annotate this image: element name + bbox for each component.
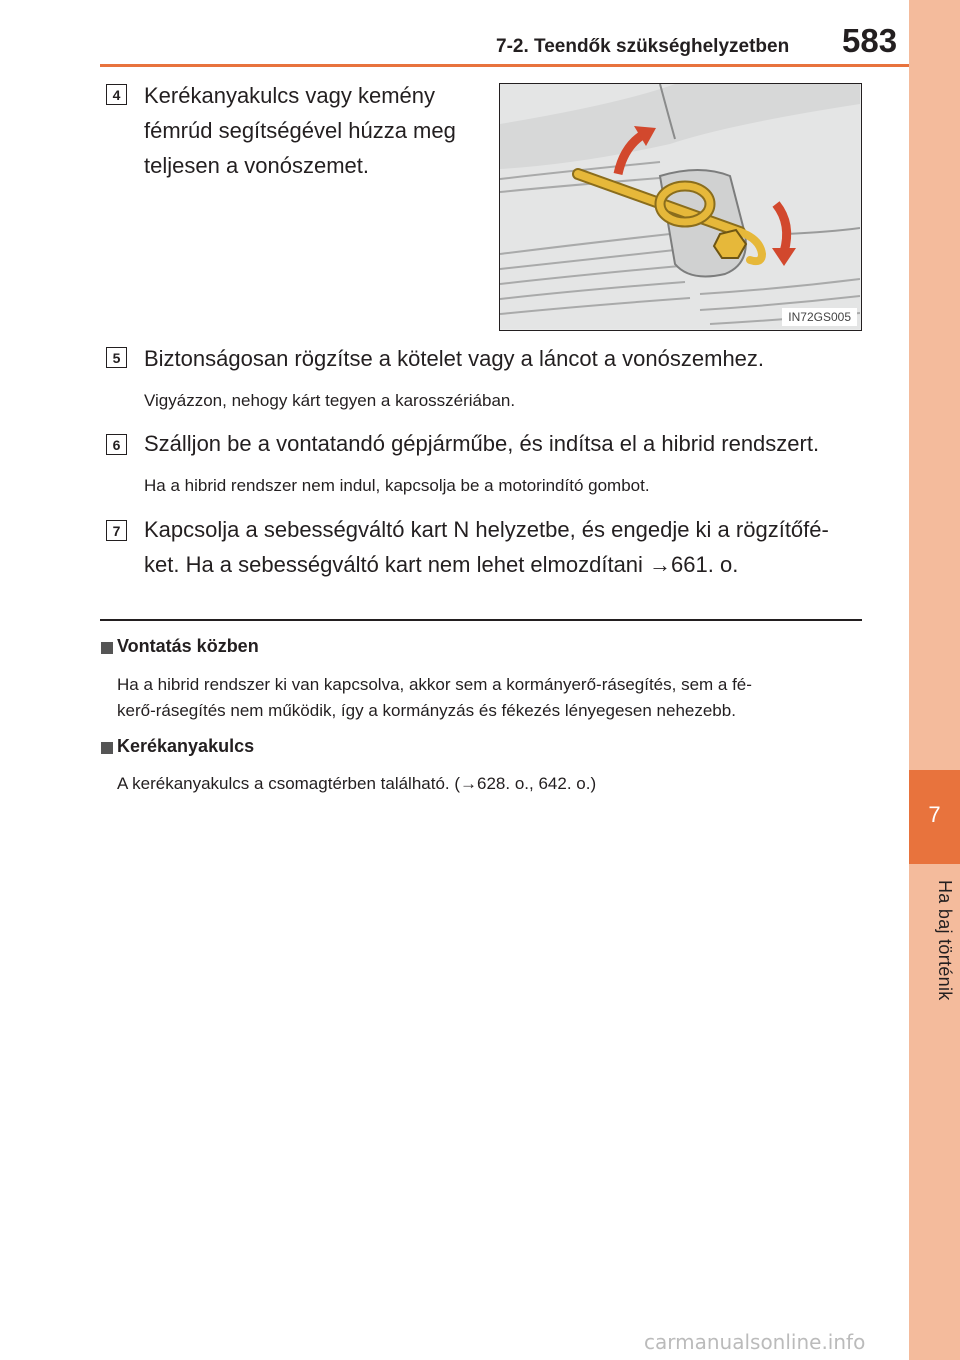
step-5-note: Vigyázzon, nehogy kárt tegyen a karosszériában.	[144, 391, 516, 410]
note-1-line-2: kerő-rásegítés nem működik, így a kormányzás és fékezés lényegesen nehezebb.	[117, 701, 736, 720]
note-1-bullet-icon	[101, 642, 113, 654]
towing-eye-figure	[499, 83, 862, 331]
step-5-text: Biztonságosan rögzítse a kötelet vagy a láncot a vonószemhez.	[144, 346, 765, 371]
step-4-text	[144, 78, 478, 183]
step-number-5: 5	[106, 347, 127, 368]
note-1-title: Vontatás közben	[117, 636, 259, 656]
step-7-line-1: Kapcsolja a sebességváltó kart N helyzetbe, és engedje ki a rögzítőfé-	[144, 517, 829, 542]
note-2-title: Kerékanyakulcs	[117, 736, 255, 756]
step-4-line-2: fémrúd segítségével húzza meg	[144, 118, 456, 143]
wrench-tow-eye-illustration	[500, 84, 860, 329]
note-1-body	[117, 672, 862, 724]
figure-code: IN72GS005	[782, 308, 857, 326]
note-2-bullet-icon	[101, 742, 113, 754]
note-2-line-1: A kerékanyakulcs a csomagtérben található. (→628. o., 642. o.)	[117, 774, 597, 793]
side-strip	[909, 0, 960, 1360]
page-number: 583	[842, 22, 898, 59]
step-6-note: Ha a hibrid rendszer nem indul, kapcsolja be a motorindító gombot.	[144, 476, 650, 495]
note-1-line-1: Ha a hibrid rendszer ki van kapcsolva, akkor sem a kormányerő-rásegítés, sem a fé-	[117, 675, 752, 694]
step-4-line-3: teljesen a vonószemet.	[144, 153, 370, 178]
chapter-number: 7	[928, 802, 941, 827]
section-divider	[100, 619, 862, 621]
section-title: 7-2. Teendők szükséghelyzetben	[496, 36, 790, 57]
step-7-line-2: ket. Ha a sebességváltó kart nem lehet elmozdítani →661. o.	[144, 552, 739, 577]
step-number-4: 4	[106, 84, 127, 105]
step-6-text: Szálljon be a vontatandó gépjárműbe, és indítsa el a hibrid rendszert.	[144, 431, 820, 456]
chapter-label: Ha baj történik	[935, 880, 955, 1001]
step-4-line-1: Kerékanyakulcs vagy kemény	[144, 83, 436, 108]
step-number-6: 6	[106, 434, 127, 455]
step-7-text	[144, 512, 862, 582]
step-number-7: 7	[106, 520, 127, 541]
watermark: carmanualsonline.info	[644, 1330, 866, 1354]
note-2-body	[117, 771, 862, 797]
header-divider	[100, 64, 909, 67]
